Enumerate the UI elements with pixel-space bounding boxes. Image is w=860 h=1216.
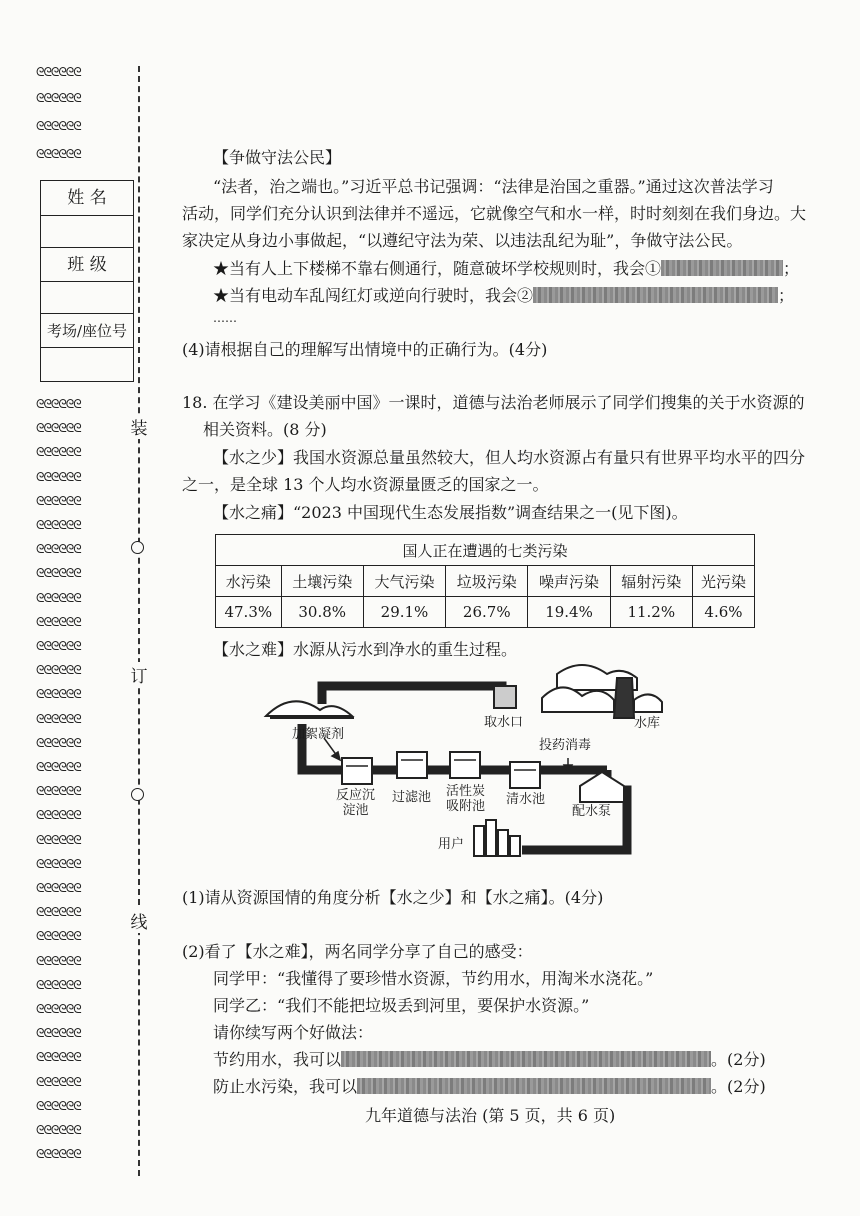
intro-line: 活动，同学们充分认识到法律并不遥远，它就像空气和水一样，时时刻刻在我们身边。大 (182, 204, 807, 223)
wave-ornament: ᘓᘓᘓᘓᘓᘓ (36, 1074, 81, 1089)
wave-ornament: ᘓᘓᘓᘓᘓᘓ (36, 119, 81, 133)
disinfect-label: 投药消毒 (539, 738, 592, 753)
table-header-row (216, 566, 755, 597)
class-field[interactable] (41, 281, 133, 314)
seat-field[interactable] (41, 347, 133, 380)
ellipsis: …… (213, 311, 237, 325)
header-cell: 土壤污染 (281, 566, 363, 597)
pipe (322, 686, 502, 704)
scenario-1 (213, 259, 799, 279)
binding-char-xian: 线 (130, 908, 148, 933)
water-pain-line: 【水之痛】“2023 中国现代生态发展指数”调查结果之一(见下图)。 (213, 503, 688, 522)
wave-ornament: ᘓᘓᘓᘓᘓᘓ (36, 445, 81, 460)
wave-ornament: ᘓᘓᘓᘓᘓᘓ (36, 518, 81, 532)
continue-prompt: 请你续写两个好做法： (213, 1023, 374, 1042)
binding-char-ding: 订 (130, 662, 148, 687)
wave-ornament: ᘓᘓᘓᘓᘓᘓ (36, 735, 81, 750)
wave-ornament: ᘓᘓᘓᘓᘓᘓ (36, 1123, 81, 1137)
wave-ornament: ᘓᘓᘓᘓᘓᘓ (36, 760, 81, 774)
reaction-label-2: 淀池 (342, 803, 369, 818)
user-label: 用户 (438, 837, 465, 852)
scenario-2 (213, 286, 794, 306)
name-label: 姓 名 (67, 188, 107, 208)
question-18-2: (2)看了【水之难】，两名同学分享了自己的感受： (182, 942, 533, 961)
name-field[interactable] (41, 215, 133, 248)
value-cell: 30.8% (281, 597, 363, 628)
question-4: (4)请根据自己的理解写出情境中的正确行为。(4分) (182, 340, 548, 359)
carbon-label-2: 吸附池 (446, 799, 486, 814)
prevent-pollution-line (213, 1077, 766, 1097)
wave-ornament: ᘓᘓᘓᘓᘓᘓ (36, 1147, 81, 1162)
class-label: 班 级 (41, 247, 133, 282)
save-water-answer-redacted (341, 1051, 711, 1067)
wave-ornament: ᘓᘓᘓᘓᘓᘓ (36, 808, 81, 823)
water-scarcity-line: 【水之少】我国水资源总量虽然较大，但人均水资源占有量只有世界平均水平的四分 (213, 448, 806, 467)
water-purification-diagram (262, 660, 672, 870)
wave-ornament: ᘓᘓᘓᘓᘓᘓ (36, 614, 81, 629)
wave-ornament: ᘓᘓᘓᘓᘓᘓ (36, 905, 81, 920)
carbon-label (446, 784, 485, 814)
wave-ornament: ᘓᘓᘓᘓᘓᘓ (36, 65, 81, 79)
page-footer: 九年道德与法治 (第 5 页，共 6 页) (365, 1106, 616, 1125)
wave-ornament: ᘓᘓᘓᘓᘓᘓ (36, 711, 81, 726)
wave-ornament: ᘓᘓᘓᘓᘓᘓ (36, 421, 81, 436)
binding-char-zhuang: 装 (130, 414, 148, 439)
student-b-quote: 同学乙：“我们不能把垃圾丢到河里，要保护水资源。” (213, 996, 590, 1015)
wave-ornament: ᘓᘓᘓᘓᘓᘓ (36, 469, 81, 484)
binding-circle (131, 788, 144, 801)
binding-circle (131, 541, 144, 554)
value-cell: 19.4% (528, 597, 610, 628)
water-scarcity-line: 之一，是全球 13 个人均水资源量匮乏的国家之一。 (182, 475, 549, 494)
header-cell: 光污染 (692, 566, 754, 597)
seat-label: 考场/座位号 (41, 313, 133, 348)
header-cell: 噪声污染 (528, 566, 610, 597)
save-water-end: 。(2分) (711, 1050, 766, 1069)
question-18-line2: 相关资料。(8 分) (203, 420, 327, 439)
wave-ornament: ᘓᘓᘓᘓᘓᘓ (36, 663, 81, 678)
diagram-graphics (262, 660, 672, 870)
wave-ornament: ᘓᘓᘓᘓᘓᘓ (36, 542, 81, 557)
header-cell: 辐射污染 (610, 566, 692, 597)
question-18-1: (1)请从资源国情的角度分析【水之少】和【水之痛】。(4分) (182, 888, 604, 907)
value-cell: 47.3% (216, 597, 282, 628)
prevent-pollution-end: 。(2分) (711, 1077, 766, 1096)
student-info-box (40, 180, 134, 382)
clear-tank (510, 762, 540, 788)
scenario-1-text: ★当有人上下楼梯不靠右侧通行，随意破坏学校规则时，我会① (213, 259, 662, 278)
answer-1-redacted (661, 260, 783, 276)
question-18-line1: 18. 在学习《建设美丽中国》一课时，道德与法治老师展示了同学们搜集的关于水资源的 (182, 393, 805, 412)
header-cell: 垃圾污染 (446, 566, 528, 597)
student-a-quote: 同学甲：“我懂得了要珍惜水资源，节约用水，用淘米水浇花。” (213, 969, 654, 988)
clear-tank-label: 清水池 (506, 792, 546, 807)
prevent-pollution-text: 防止水污染，我可以 (213, 1077, 358, 1096)
reaction-tank (342, 758, 372, 784)
intake-box (494, 686, 516, 708)
carbon-label-1: 活性炭 (446, 784, 486, 799)
wave-ornament: ᘓᘓᘓᘓᘓᘓ (36, 639, 81, 653)
water-hard-line: 【水之难】水源从污水到净水的重生过程。 (213, 640, 518, 659)
value-cell: 26.7% (446, 597, 528, 628)
filter-label: 过滤池 (392, 790, 432, 805)
wave-ornament: ᘓᘓᘓᘓᘓᘓ (36, 856, 81, 871)
scenario-1-end: ； (783, 259, 800, 278)
wave-ornament: ᘓᘓᘓᘓᘓᘓ (36, 881, 81, 895)
wave-ornament: ᘓᘓᘓᘓᘓᘓ (36, 147, 81, 161)
wave-ornament: ᘓᘓᘓᘓᘓᘓ (36, 566, 81, 581)
wave-ornament: ᘓᘓᘓᘓᘓᘓ (36, 977, 81, 992)
scenario-2-text: ★当有电动车乱闯红灯或逆向行驶时，我会② (213, 286, 534, 305)
section-title: 【争做守法公民】 (213, 148, 342, 167)
wave-ornament: ᘓᘓᘓᘓᘓᘓ (36, 1050, 81, 1065)
wave-ornament: ᘓᘓᘓᘓᘓᘓ (36, 953, 81, 968)
coagulant-label: 加絮凝剂 (292, 727, 345, 742)
wave-ornament: ᘓᘓᘓᘓᘓᘓ (36, 784, 81, 799)
wave-ornament: ᘓᘓᘓᘓᘓᘓ (36, 1002, 81, 1016)
binding-dashed-line (138, 66, 140, 1176)
table-value-row (216, 597, 755, 628)
wave-ornament: ᘓᘓᘓᘓᘓᘓ (36, 929, 81, 944)
source-hills (266, 701, 354, 718)
wave-ornament: ᘓᘓᘓᘓᘓᘓ (36, 493, 81, 508)
user-buildings (474, 820, 520, 856)
wave-ornament: ᘓᘓᘓᘓᘓᘓ (36, 397, 81, 411)
table-title: 国人正在遭遇的七类污染 (216, 535, 755, 566)
wave-ornament: ᘓᘓᘓᘓᘓᘓ (36, 1098, 81, 1113)
header-cell: 水污染 (216, 566, 282, 597)
reaction-label (336, 788, 375, 818)
wave-ornament: ᘓᘓᘓᘓᘓᘓ (36, 590, 81, 605)
value-cell: 4.6% (692, 597, 754, 628)
reservoir-label: 水库 (634, 716, 661, 731)
intake-label: 取水口 (484, 715, 524, 730)
pump-label: 配水泵 (572, 804, 612, 819)
carbon-tank (450, 752, 480, 778)
save-water-line (213, 1050, 766, 1070)
prevent-pollution-answer-redacted (357, 1078, 711, 1094)
wave-ornament: ᘓᘓᘓᘓᘓᘓ (36, 1026, 81, 1041)
value-cell: 29.1% (363, 597, 445, 628)
filter-tank (397, 752, 427, 778)
answer-2-redacted (533, 287, 778, 303)
reservoir (542, 665, 662, 718)
header-cell: 大气污染 (363, 566, 445, 597)
wave-ornament: ᘓᘓᘓᘓᘓᘓ (36, 687, 81, 702)
intro-line: “法者，治之端也。”习近平总书记强调：“法律是治国之重器。”通过这次普法学习 (213, 177, 774, 196)
reaction-label-1: 反应沉 (336, 788, 376, 803)
save-water-text: 节约用水，我可以 (213, 1050, 342, 1069)
value-cell: 11.2% (610, 597, 692, 628)
intro-line: 家决定从身边小事做起，“以遵纪守法为荣、以违法乱纪为耻”，争做守法公民。 (182, 231, 743, 250)
scenario-2-end: ； (778, 286, 795, 305)
wave-ornament: ᘓᘓᘓᘓᘓᘓ (36, 91, 81, 105)
pollution-table (215, 534, 755, 628)
pump-house (580, 772, 624, 802)
wave-ornament: ᘓᘓᘓᘓᘓᘓ (36, 832, 81, 847)
